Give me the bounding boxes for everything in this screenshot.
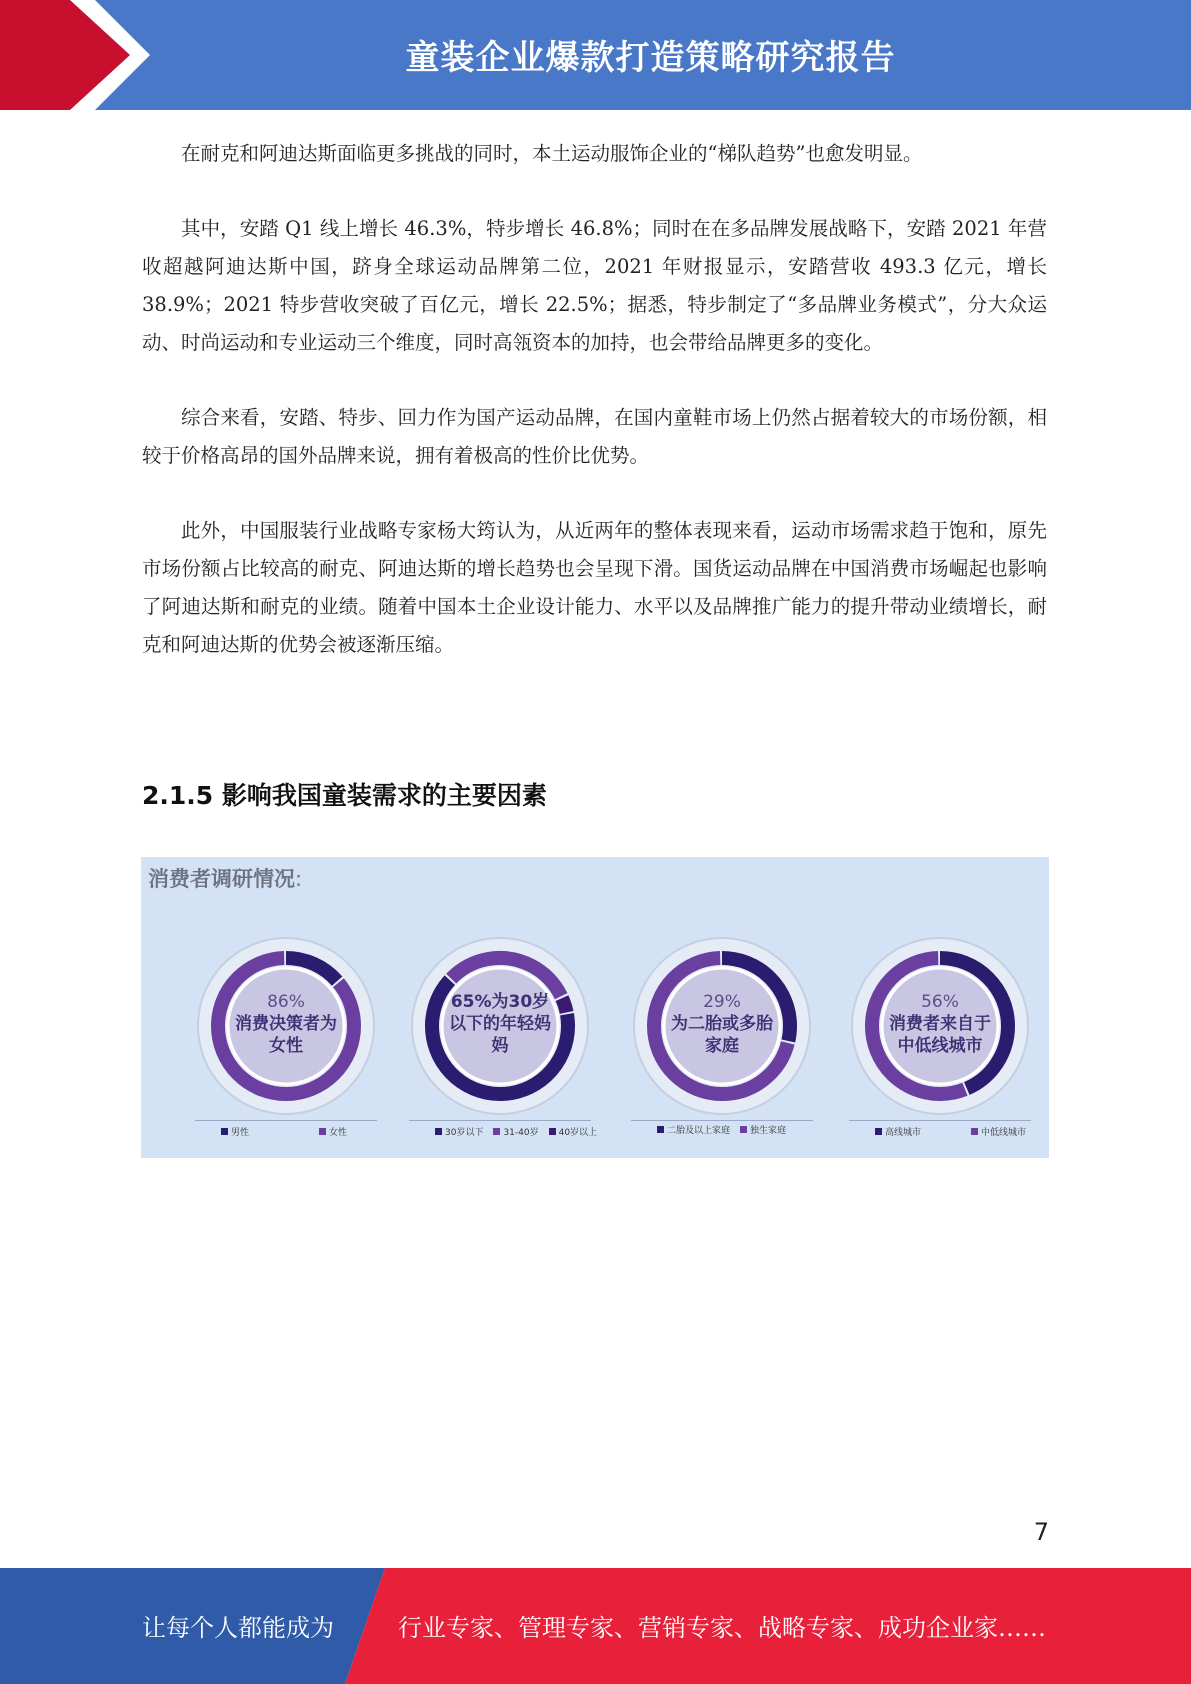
paragraph: 其中，安踏 Q1 线上增长 46.3%，特步增长 46.8%；同时在在多品牌发展战略下，安踏 2021 年营收超越阿迪达斯中国，跻身全球运动品牌第二位，2021 年财报显示，安踏营收 493.3 亿元，增长 38.9%；2021 特步营收突破了百亿元，增长 22.5%；据悉，特步制定了“多品牌业务模式”，分大众运动、时尚运动和专业运动三个维度，同时高瓴资本的加持，也会带给品牌更多的变化。 [142, 217, 1047, 354]
legend-item [740, 1123, 786, 1136]
legend-swatch [549, 1128, 556, 1135]
legend-item [319, 1125, 347, 1138]
footer-slogan-left: 让每个人都能成为 [142, 1614, 334, 1642]
legend-divider [631, 1120, 813, 1121]
page-number: 7 [1033, 1518, 1049, 1546]
paragraph: 在耐克和阿迪达斯面临更多挑战的同时，本土运动服饰企业的“梯队趋势”也愈发明显。 [181, 142, 923, 165]
donut-chart-female-decision [195, 935, 377, 1117]
legend-item [657, 1123, 730, 1136]
legend-swatch [493, 1128, 500, 1135]
legend-label: 40岁以上 [558, 1128, 598, 1138]
legend-label: 独生家庭 [750, 1126, 787, 1136]
donut-label [445, 991, 555, 1057]
legend-item [875, 1125, 921, 1138]
legend-item [549, 1125, 597, 1138]
legend-item [435, 1125, 483, 1138]
legend-label: 高线城市 [885, 1128, 922, 1138]
consumer-survey-figure [141, 857, 1049, 1158]
legend-swatch [221, 1128, 228, 1135]
figure-title-colon: : [295, 867, 303, 891]
legend-label: 二胎及以上家庭 [667, 1126, 731, 1136]
legend-label: 男性 [231, 1128, 250, 1138]
legend-divider [849, 1120, 1031, 1121]
page-header [0, 0, 1191, 110]
donut-legend [657, 1123, 786, 1136]
paragraph: 综合来看，安踏、特步、回力作为国产运动品牌，在国内童鞋市场上仍然占据着较大的市场份额，相较于价格高昂的国外品牌来说，拥有着极高的性价比优势。 [142, 406, 1047, 467]
donut-percent: 65%为30岁 [450, 992, 550, 1012]
legend-swatch [740, 1126, 747, 1133]
donut-chart-multi-child [631, 935, 813, 1117]
donut-label [667, 991, 777, 1057]
donut-label [885, 991, 995, 1057]
footer-slogan-right: 行业专家、管理专家、营销专家、战略专家、成功企业家…… [398, 1614, 1046, 1642]
legend-label: 30岁以下 [445, 1128, 484, 1138]
legend-label: 女性 [329, 1128, 348, 1138]
donut-description: 为二胎或多胎家庭 [671, 1014, 773, 1056]
legend-swatch [971, 1128, 978, 1135]
report-title: 童装企业爆款打造策略研究报告 [405, 38, 896, 78]
donut-legend [435, 1125, 597, 1138]
donut-percent: 29% [703, 992, 741, 1012]
figure-title-text: 消费者调研情况 [148, 867, 295, 891]
section-heading: 2.1.5 影响我国童装需求的主要因素 [142, 781, 547, 810]
donut-legend [221, 1125, 347, 1138]
legend-swatch [319, 1128, 326, 1135]
legend-swatch [657, 1126, 664, 1133]
donut-percent: 56% [921, 992, 959, 1012]
figure-title [148, 863, 302, 893]
donut-label [231, 991, 341, 1057]
legend-label: 31-40岁 [503, 1128, 539, 1138]
legend-item [971, 1125, 1026, 1138]
donut-chart-young-mothers [409, 935, 591, 1117]
donut-percent: 86% [267, 992, 305, 1012]
legend-divider [409, 1120, 591, 1121]
donut-legend [875, 1125, 1026, 1138]
legend-swatch [435, 1128, 442, 1135]
legend-divider [195, 1120, 377, 1121]
donut-description: 以下的年轻妈妈 [449, 1014, 551, 1056]
donut-chart-lower-tier-cities [849, 935, 1031, 1117]
paragraph: 此外，中国服装行业战略专家杨大筠认为，从近两年的整体表现来看，运动市场需求趋于饱和，原先市场份额占比较高的耐克、阿迪达斯的增长趋势也会呈现下滑。国货运动品牌在中国消费市场崛起也影响了阿迪达斯和耐克的业绩。随着中国本土企业设计能力、水平以及品牌推广能力的提升带动业绩增长，耐克和阿迪达斯的优势会被逐渐压缩。 [142, 519, 1047, 656]
donut-description: 消费决策者为女性 [235, 1014, 337, 1056]
legend-item [221, 1125, 249, 1138]
body-text [142, 135, 1047, 701]
legend-swatch [875, 1128, 882, 1135]
donut-description: 消费者来自于中低线城市 [889, 1014, 991, 1056]
header-arrow-decoration [0, 0, 260, 110]
legend-item [493, 1125, 538, 1138]
legend-label: 中低线城市 [981, 1128, 1027, 1138]
page-footer [0, 1568, 1191, 1684]
